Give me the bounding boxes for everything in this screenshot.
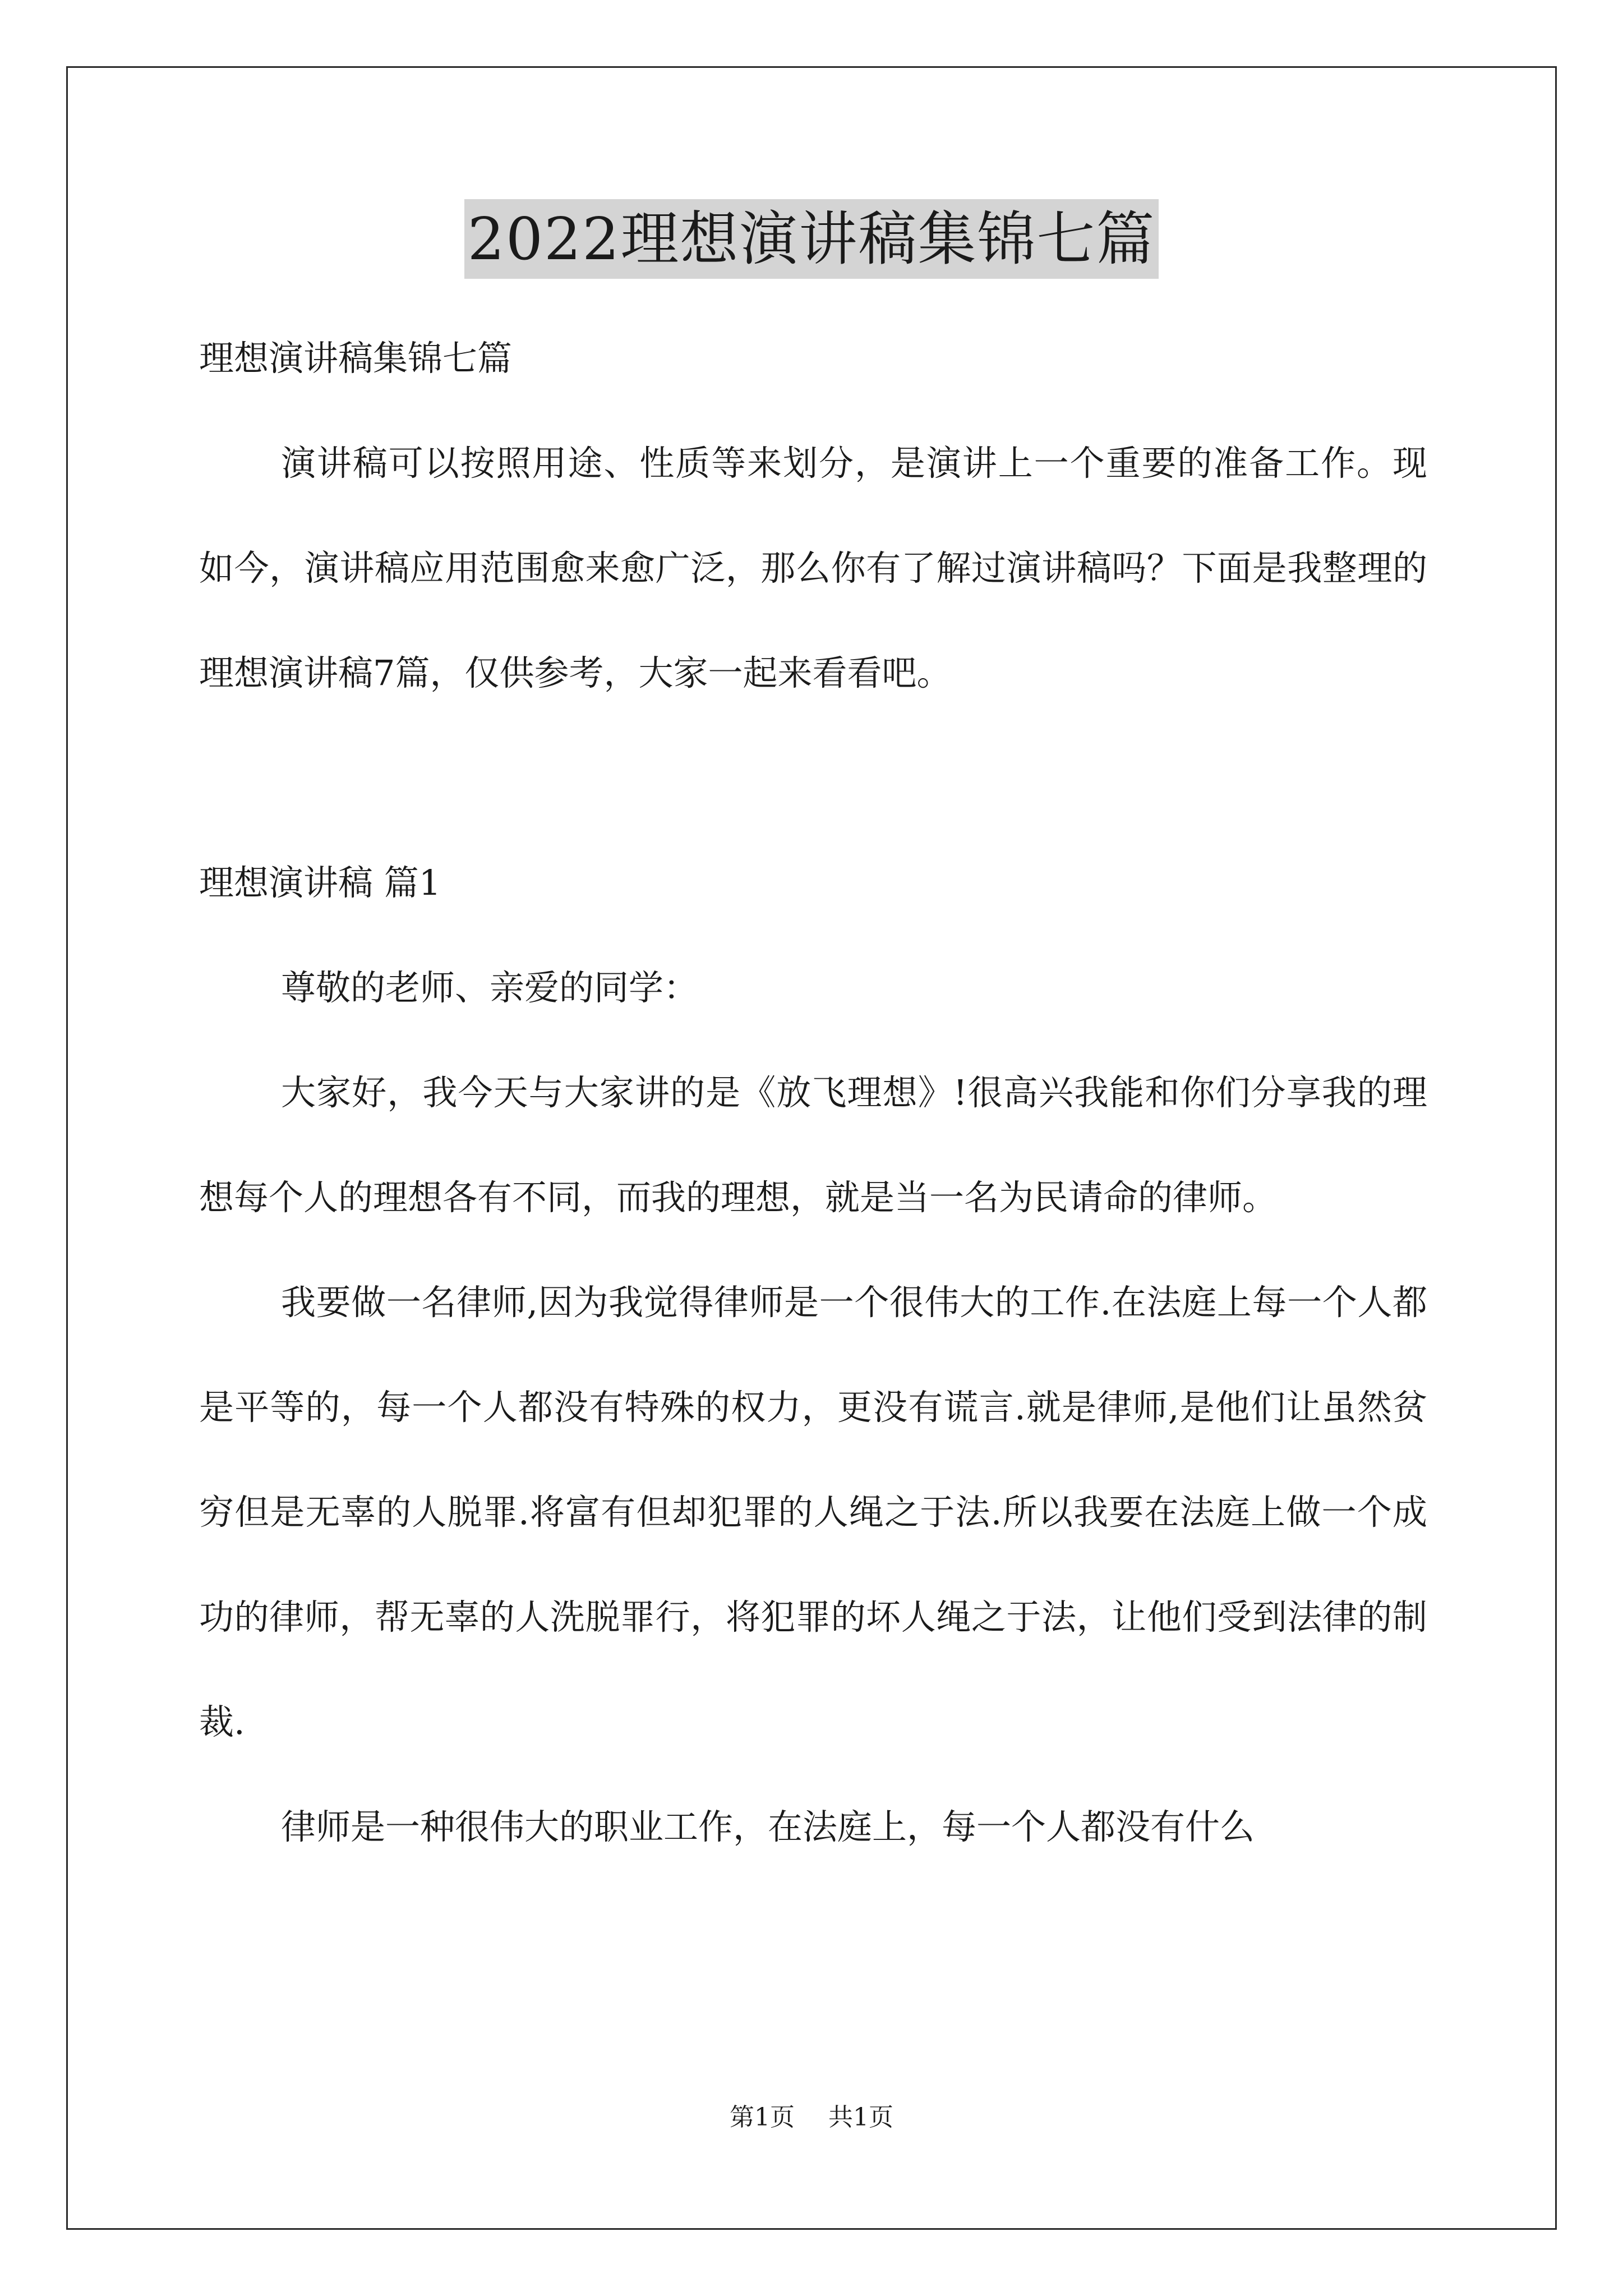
intro-paragraph: 演讲稿可以按照用途、性质等来划分，是演讲上一个重要的准备工作。现如今，演讲稿应用范围愈来愈广泛，那么你有了解过演讲稿吗？下面是我整理的理想演讲稿7篇，仅供参考，大家一起来看看吧。 xyxy=(199,443,1427,693)
body-paragraph: 大家好，我今天与大家讲的是《放飞理想》!很高兴我能和你们分享我的理想每个人的理想各有不同，而我的理想，就是当一名为民请命的律师。 xyxy=(199,1072,1427,1218)
section-spacer xyxy=(199,725,1427,830)
document-title: 2022理想演讲稿集锦七篇 xyxy=(464,199,1159,279)
page-footer xyxy=(0,2101,1623,2134)
document-subtitle: 理想演讲稿集锦七篇 xyxy=(199,338,513,379)
body-paragraph: 我要做一名律师,因为我觉得律师是一个很伟大的工作.在法庭上每一个人都是平等的，每一个人都没有特殊的权力，更没有谎言.就是律师,是他们让虽然贫穷但是无辜的人脱罪.将富有但却犯罪的人绳之于法.所以我要在法庭上做一个成功的律师，帮无辜的人洗脱罪行，将犯罪的坏人绳之于法，让他们受到法律的制裁. xyxy=(199,1282,1427,1742)
title-container xyxy=(0,199,1623,279)
document-body xyxy=(199,306,1427,1879)
page-number-total: 共1页 xyxy=(828,2103,893,2132)
page-number-current: 第1页 xyxy=(730,2103,795,2132)
section-heading: 理想演讲稿 篇1 xyxy=(199,862,441,903)
salutation-paragraph: 尊敬的老师、亲爱的同学： xyxy=(281,967,699,1008)
body-paragraph: 律师是一种很伟大的职业工作，在法庭上，每一个人都没有什么 xyxy=(281,1806,1255,1847)
